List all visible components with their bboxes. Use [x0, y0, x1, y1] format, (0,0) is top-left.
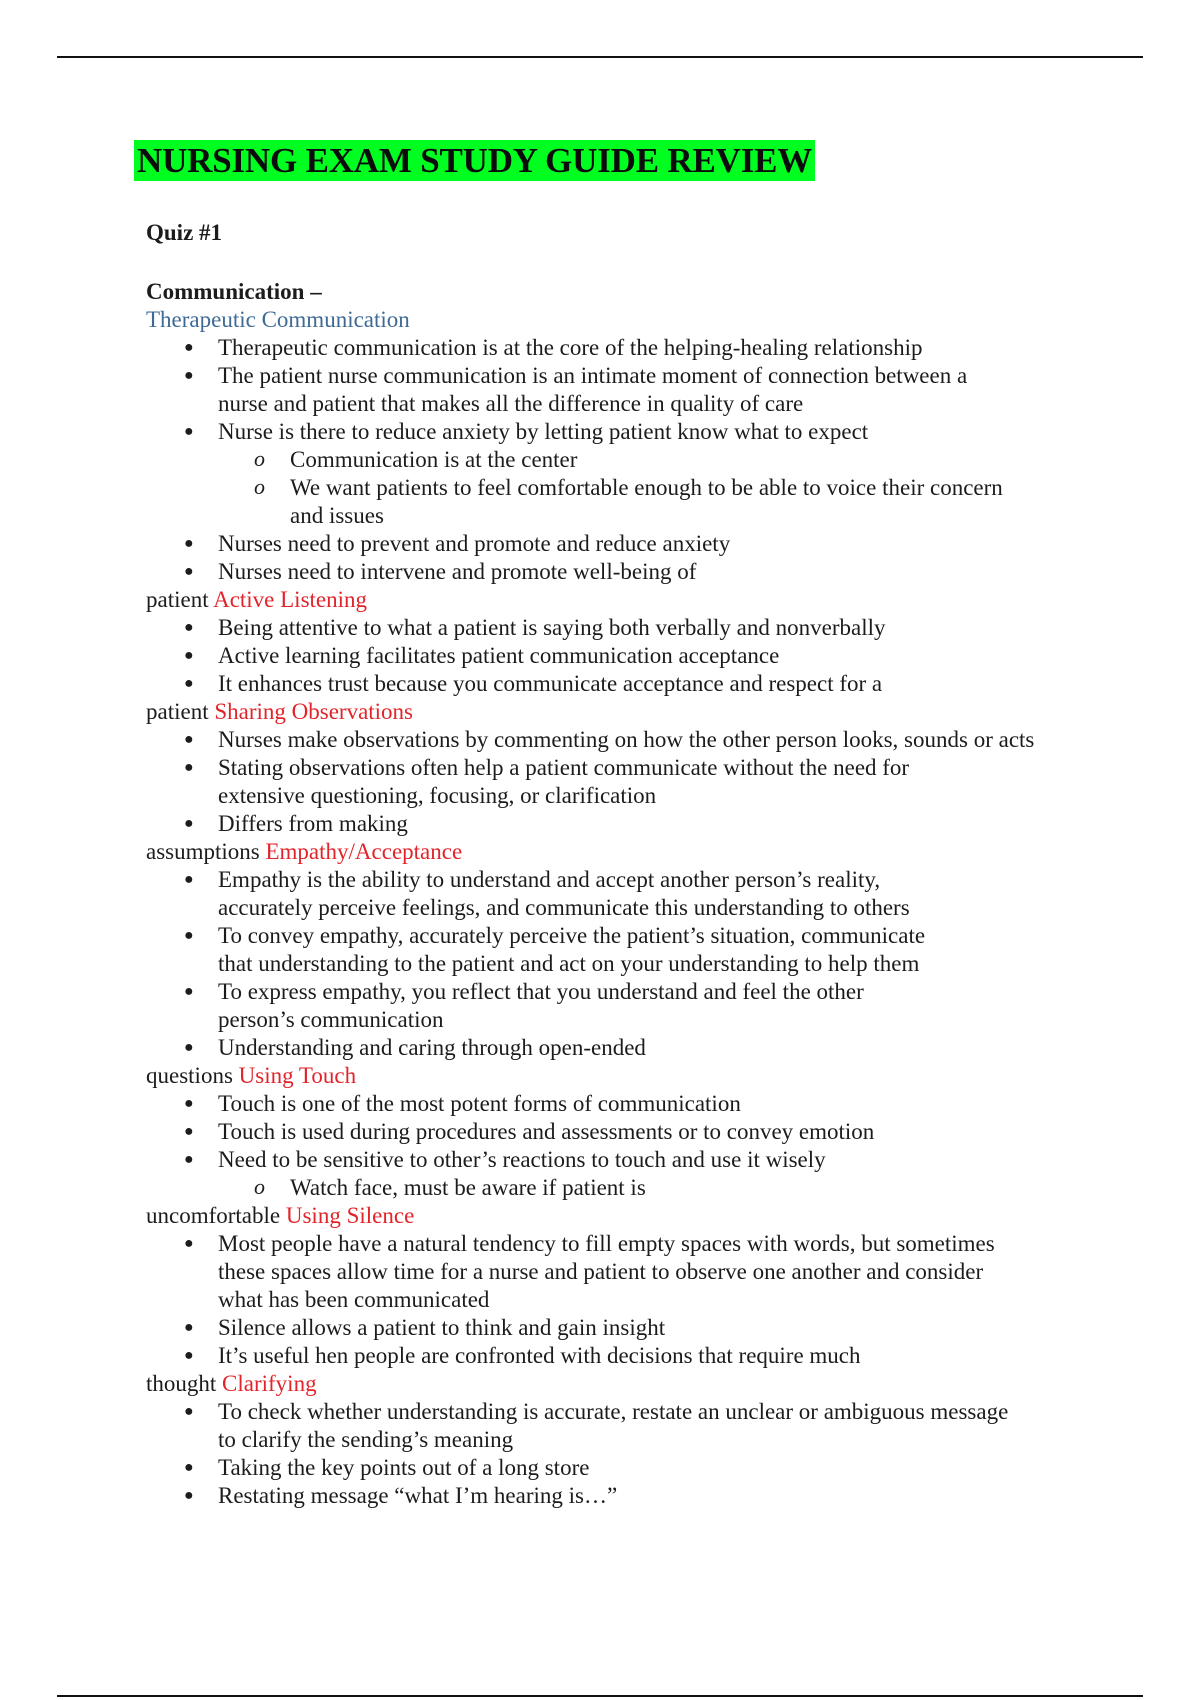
top-rule [57, 56, 1143, 58]
list-item: ● To convey empathy, accurately perceive the patient’s situation, communicate [184, 923, 926, 948]
list-item-continuation: accurately perceive feelings, and communicate this understanding to others [218, 895, 910, 920]
list-item: ● Touch is one of the most potent forms of communication [184, 1091, 741, 1116]
bullet-icon: ● [184, 815, 194, 832]
list-item-continuation: person’s communication [218, 1007, 444, 1032]
list-item: ● Nurses make observations by commenting on how the other person looks, sounds or acts [184, 727, 1035, 752]
sub-list-item: o Watch face, must be aware if patient is [254, 1174, 646, 1200]
subsection-heading: Therapeutic Communication [146, 307, 410, 332]
list-item-continuation: these spaces allow time for a nurse and patient to observe one another and consider [218, 1259, 984, 1284]
list-item: ● Taking the key points out of a long store [184, 1455, 590, 1480]
topic-heading: Using Silence [285, 1203, 415, 1228]
list-item: ● Most people have a natural tendency to fill empty spaces with words, but sometimes [184, 1231, 995, 1256]
topic-heading: Sharing Observations [214, 699, 414, 724]
bullet-icon: ● [184, 1319, 194, 1336]
sub-list-item: o Communication is at the center [254, 446, 578, 472]
list-item: ● Nurse is there to reduce anxiety by letting patient know what to expect [184, 419, 869, 444]
list-item: ● Differs from making [184, 811, 408, 836]
bullet-icon: ● [184, 339, 194, 356]
list-item: ● Touch is used during procedures and assessments or to convey emotion [184, 1119, 875, 1144]
heading-line: questions Using Touch [146, 1063, 357, 1088]
bullet-icon: ● [184, 423, 194, 440]
bullet-icon: ● [184, 1235, 194, 1252]
list-item: ● Active learning facilitates patient communication acceptance [184, 643, 780, 668]
heading-line: patient Sharing Observations [146, 699, 414, 724]
bullet-icon: ● [184, 759, 194, 776]
list-item-continuation: nurse and patient that makes all the difference in quality of care [218, 391, 804, 416]
bullet-icon: ● [184, 535, 194, 552]
sub-list-item: o We want patients to feel comfortable enough to be able to voice their concern [254, 474, 1003, 500]
bullet-icon: ● [184, 647, 194, 664]
bottom-rule [57, 1695, 1143, 1697]
bullet-icon: ● [184, 1039, 194, 1056]
document-body [146, 278, 1146, 1510]
list-item: ● Understanding and caring through open-ended [184, 1035, 646, 1060]
bullet-icon: ● [184, 1487, 194, 1504]
sub-list-item-continuation: and issues [290, 503, 384, 528]
list-item: ● It enhances trust because you communicate acceptance and respect for a [184, 671, 883, 696]
bullet-icon: ● [184, 731, 194, 748]
bullet-icon: ● [184, 619, 194, 636]
circle-bullet-icon: o [254, 446, 265, 471]
list-item: ● Empathy is the ability to understand and accept another person’s reality, [184, 867, 881, 892]
list-item: ● Restating message “what I’m hearing is…” [184, 1483, 618, 1508]
list-item: ● Silence allows a patient to think and gain insight [184, 1315, 666, 1340]
topic-heading: Active Listening [213, 587, 368, 612]
list-item-continuation: extensive questioning, focusing, or clarification [218, 783, 657, 808]
list-item-continuation: to clarify the sending’s meaning [218, 1427, 514, 1452]
topic-heading: Using Touch [238, 1063, 357, 1088]
bullet-icon: ● [184, 367, 194, 384]
list-item-continuation: that understanding to the patient and act on your understanding to help them [218, 951, 920, 976]
page-title: NURSING EXAM STUDY GUIDE REVIEW [134, 140, 815, 181]
heading-line: assumptions Empathy/Acceptance [146, 839, 463, 864]
topic-heading: Empathy/Acceptance [265, 839, 463, 864]
bullet-icon: ● [184, 1123, 194, 1140]
bullet-icon: ● [184, 675, 194, 692]
section-heading: Communication – [146, 279, 322, 304]
list-item: ● To check whether understanding is accurate, restate an unclear or ambiguous message [184, 1399, 1009, 1424]
list-item: ● Need to be sensitive to other’s reactions to touch and use it wisely [184, 1147, 826, 1172]
list-item: ● Stating observations often help a patient communicate without the need for [184, 755, 910, 780]
heading-line: patient Active Listening [146, 587, 368, 612]
list-item: ● Nurses need to intervene and promote well-being of [184, 559, 697, 584]
bullet-icon: ● [184, 1459, 194, 1476]
circle-bullet-icon: o [254, 474, 265, 499]
list-item: ● Being attentive to what a patient is saying both verbally and nonverbally [184, 615, 886, 640]
circle-bullet-icon: o [254, 1174, 265, 1199]
list-item: ● It’s useful hen people are confronted with decisions that require much [184, 1343, 861, 1368]
bullet-icon: ● [184, 871, 194, 888]
list-item: ● Therapeutic communication is at the core of the helping-healing relationship [184, 335, 923, 360]
list-item: ● Nurses need to prevent and promote and reduce anxiety [184, 531, 731, 556]
heading-line: uncomfortable Using Silence [146, 1203, 415, 1228]
topic-heading: Clarifying [222, 1371, 317, 1396]
list-item: ● To express empathy, you reflect that you understand and feel the other [184, 979, 864, 1004]
bullet-icon: ● [184, 1095, 194, 1112]
bullet-icon: ● [184, 1403, 194, 1420]
bullet-icon: ● [184, 983, 194, 1000]
list-item-continuation: what has been communicated [218, 1287, 490, 1312]
bullet-icon: ● [184, 927, 194, 944]
bullet-icon: ● [184, 1347, 194, 1364]
heading-line: thought Clarifying [146, 1371, 317, 1396]
list-item: ● The patient nurse communication is an intimate moment of connection between a [184, 363, 968, 388]
bullet-icon: ● [184, 563, 194, 580]
bullet-icon: ● [184, 1151, 194, 1168]
quiz-heading: Quiz #1 [146, 220, 223, 245]
